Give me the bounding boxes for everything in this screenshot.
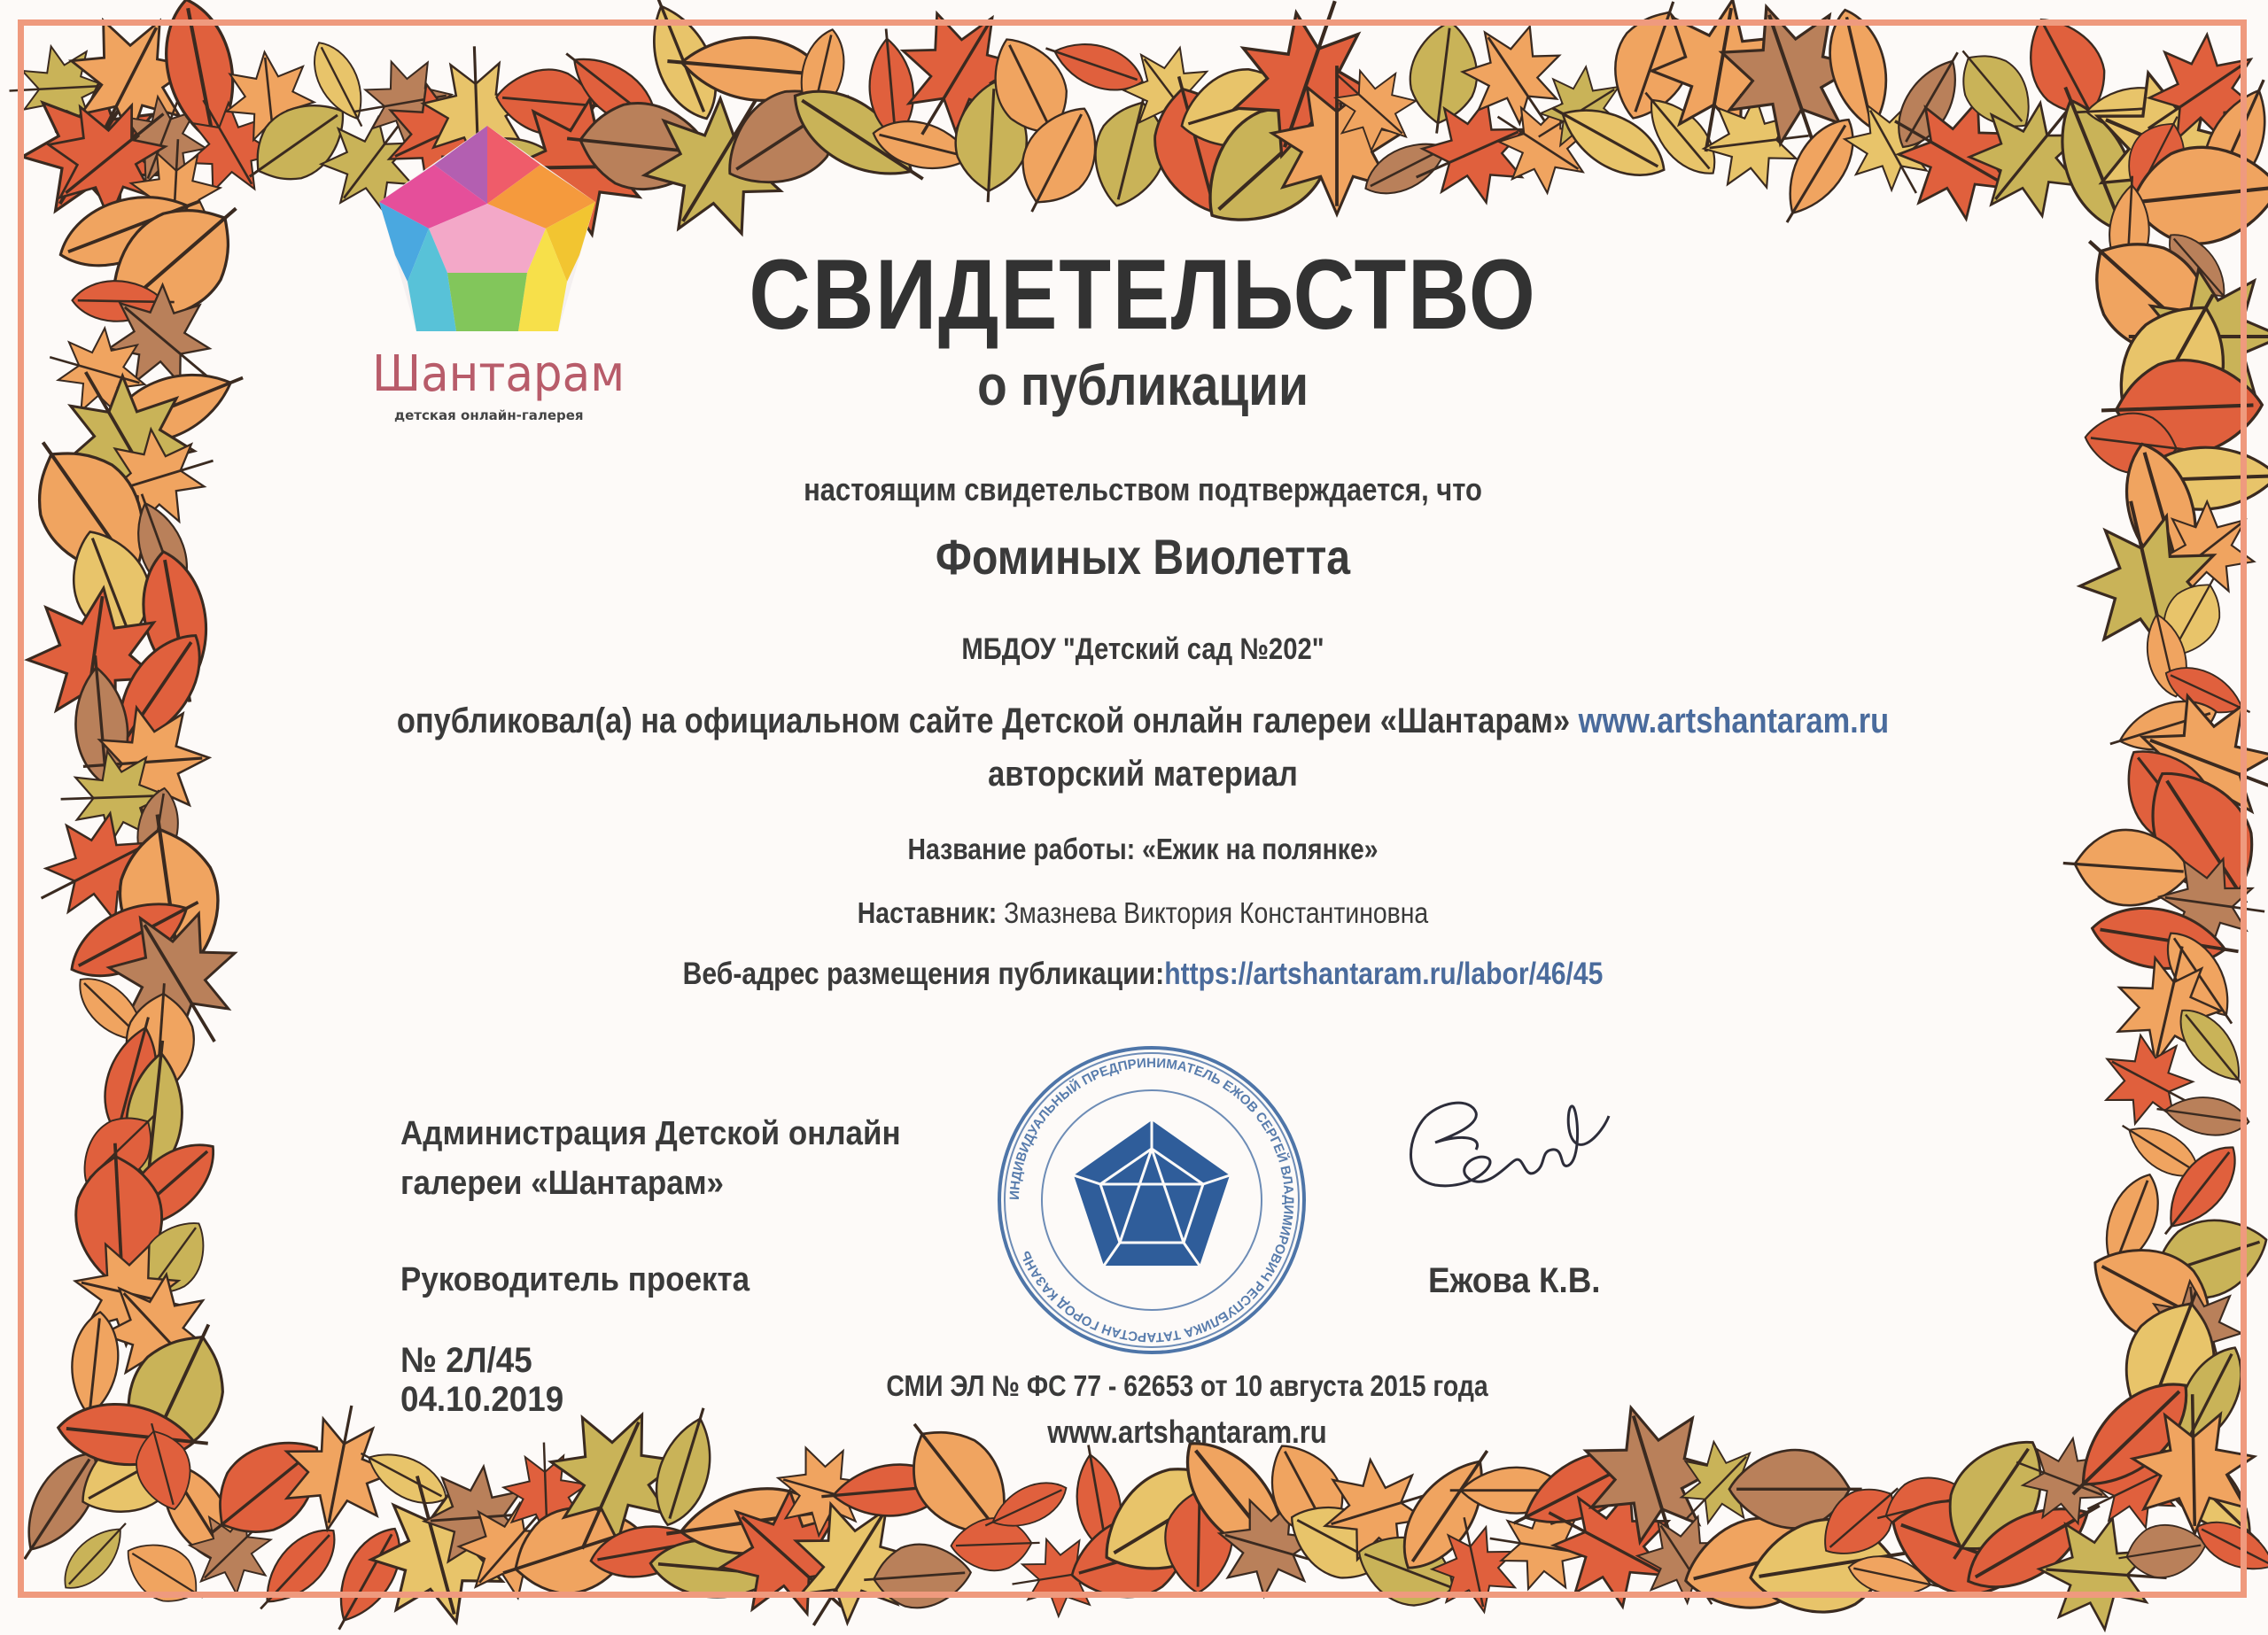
certificate-subtitle: о публикации [977, 353, 1309, 417]
publication-url-label: Веб-адрес размещения публикации: [682, 957, 1165, 991]
footer-site[interactable]: www.artshantaram.ru [1047, 1414, 1327, 1450]
certificate-date: 04.10.2019 [400, 1380, 564, 1419]
confirm-text: настоящим свидетельством подтверждается, что [804, 471, 1482, 508]
material-text: авторский материал [988, 755, 1298, 794]
certificate-title: СВИДЕТЕЛЬСТВО [749, 239, 1537, 350]
signer-role: Руководитель проекта [400, 1261, 750, 1298]
official-stamp-icon [992, 1041, 1311, 1360]
administration: Администрация Детской онлайн галереи «Шантарам» [400, 1115, 901, 1202]
published-text: опубликовал(а) на официальном сайте Детской онлайн галереи «Шантарам» [396, 701, 1571, 740]
recipient-name: Фоминых Виолетта [935, 529, 1351, 585]
logo-name: Шантарам [372, 345, 625, 403]
signature [1391, 1081, 1621, 1222]
site-link[interactable]: www.artshantaram.ru [1578, 701, 1890, 740]
stamp-text: ИНДИВИДУАЛЬНЫЙ ПРЕДПРИНИМАТЕЛЬ ЕЖОВ СЕРГЕЙ ВЛАДИМИРОВИЧ РЕСПУБЛИКА ТАТАРСТАН ГОРОД КАЗАНЬ [1006, 1055, 1297, 1345]
organization: МБДОУ "Детский сад №202" [961, 632, 1324, 666]
media-registration: СМИ ЭЛ № ФС 77 - 62653 от 10 августа 2015 года [886, 1369, 1488, 1402]
mentor-label: Наставник: [857, 896, 998, 929]
publication-url [533, 957, 1752, 992]
logo-tagline: детская онлайн-галерея [394, 407, 584, 423]
mentor-name: Змазнева Виктория Константиновна [1004, 896, 1429, 929]
publication-url-link[interactable]: https://artshantaram.ru/labor/46/45 [1164, 957, 1604, 991]
certificate-number: № 2Л/45 [400, 1341, 532, 1380]
published-statement [343, 701, 1943, 741]
work-title: Название работы: «Ежик на полянке» [907, 833, 1379, 865]
mentor [533, 896, 1752, 930]
signer-name: Ежова К.В. [1428, 1261, 1601, 1300]
